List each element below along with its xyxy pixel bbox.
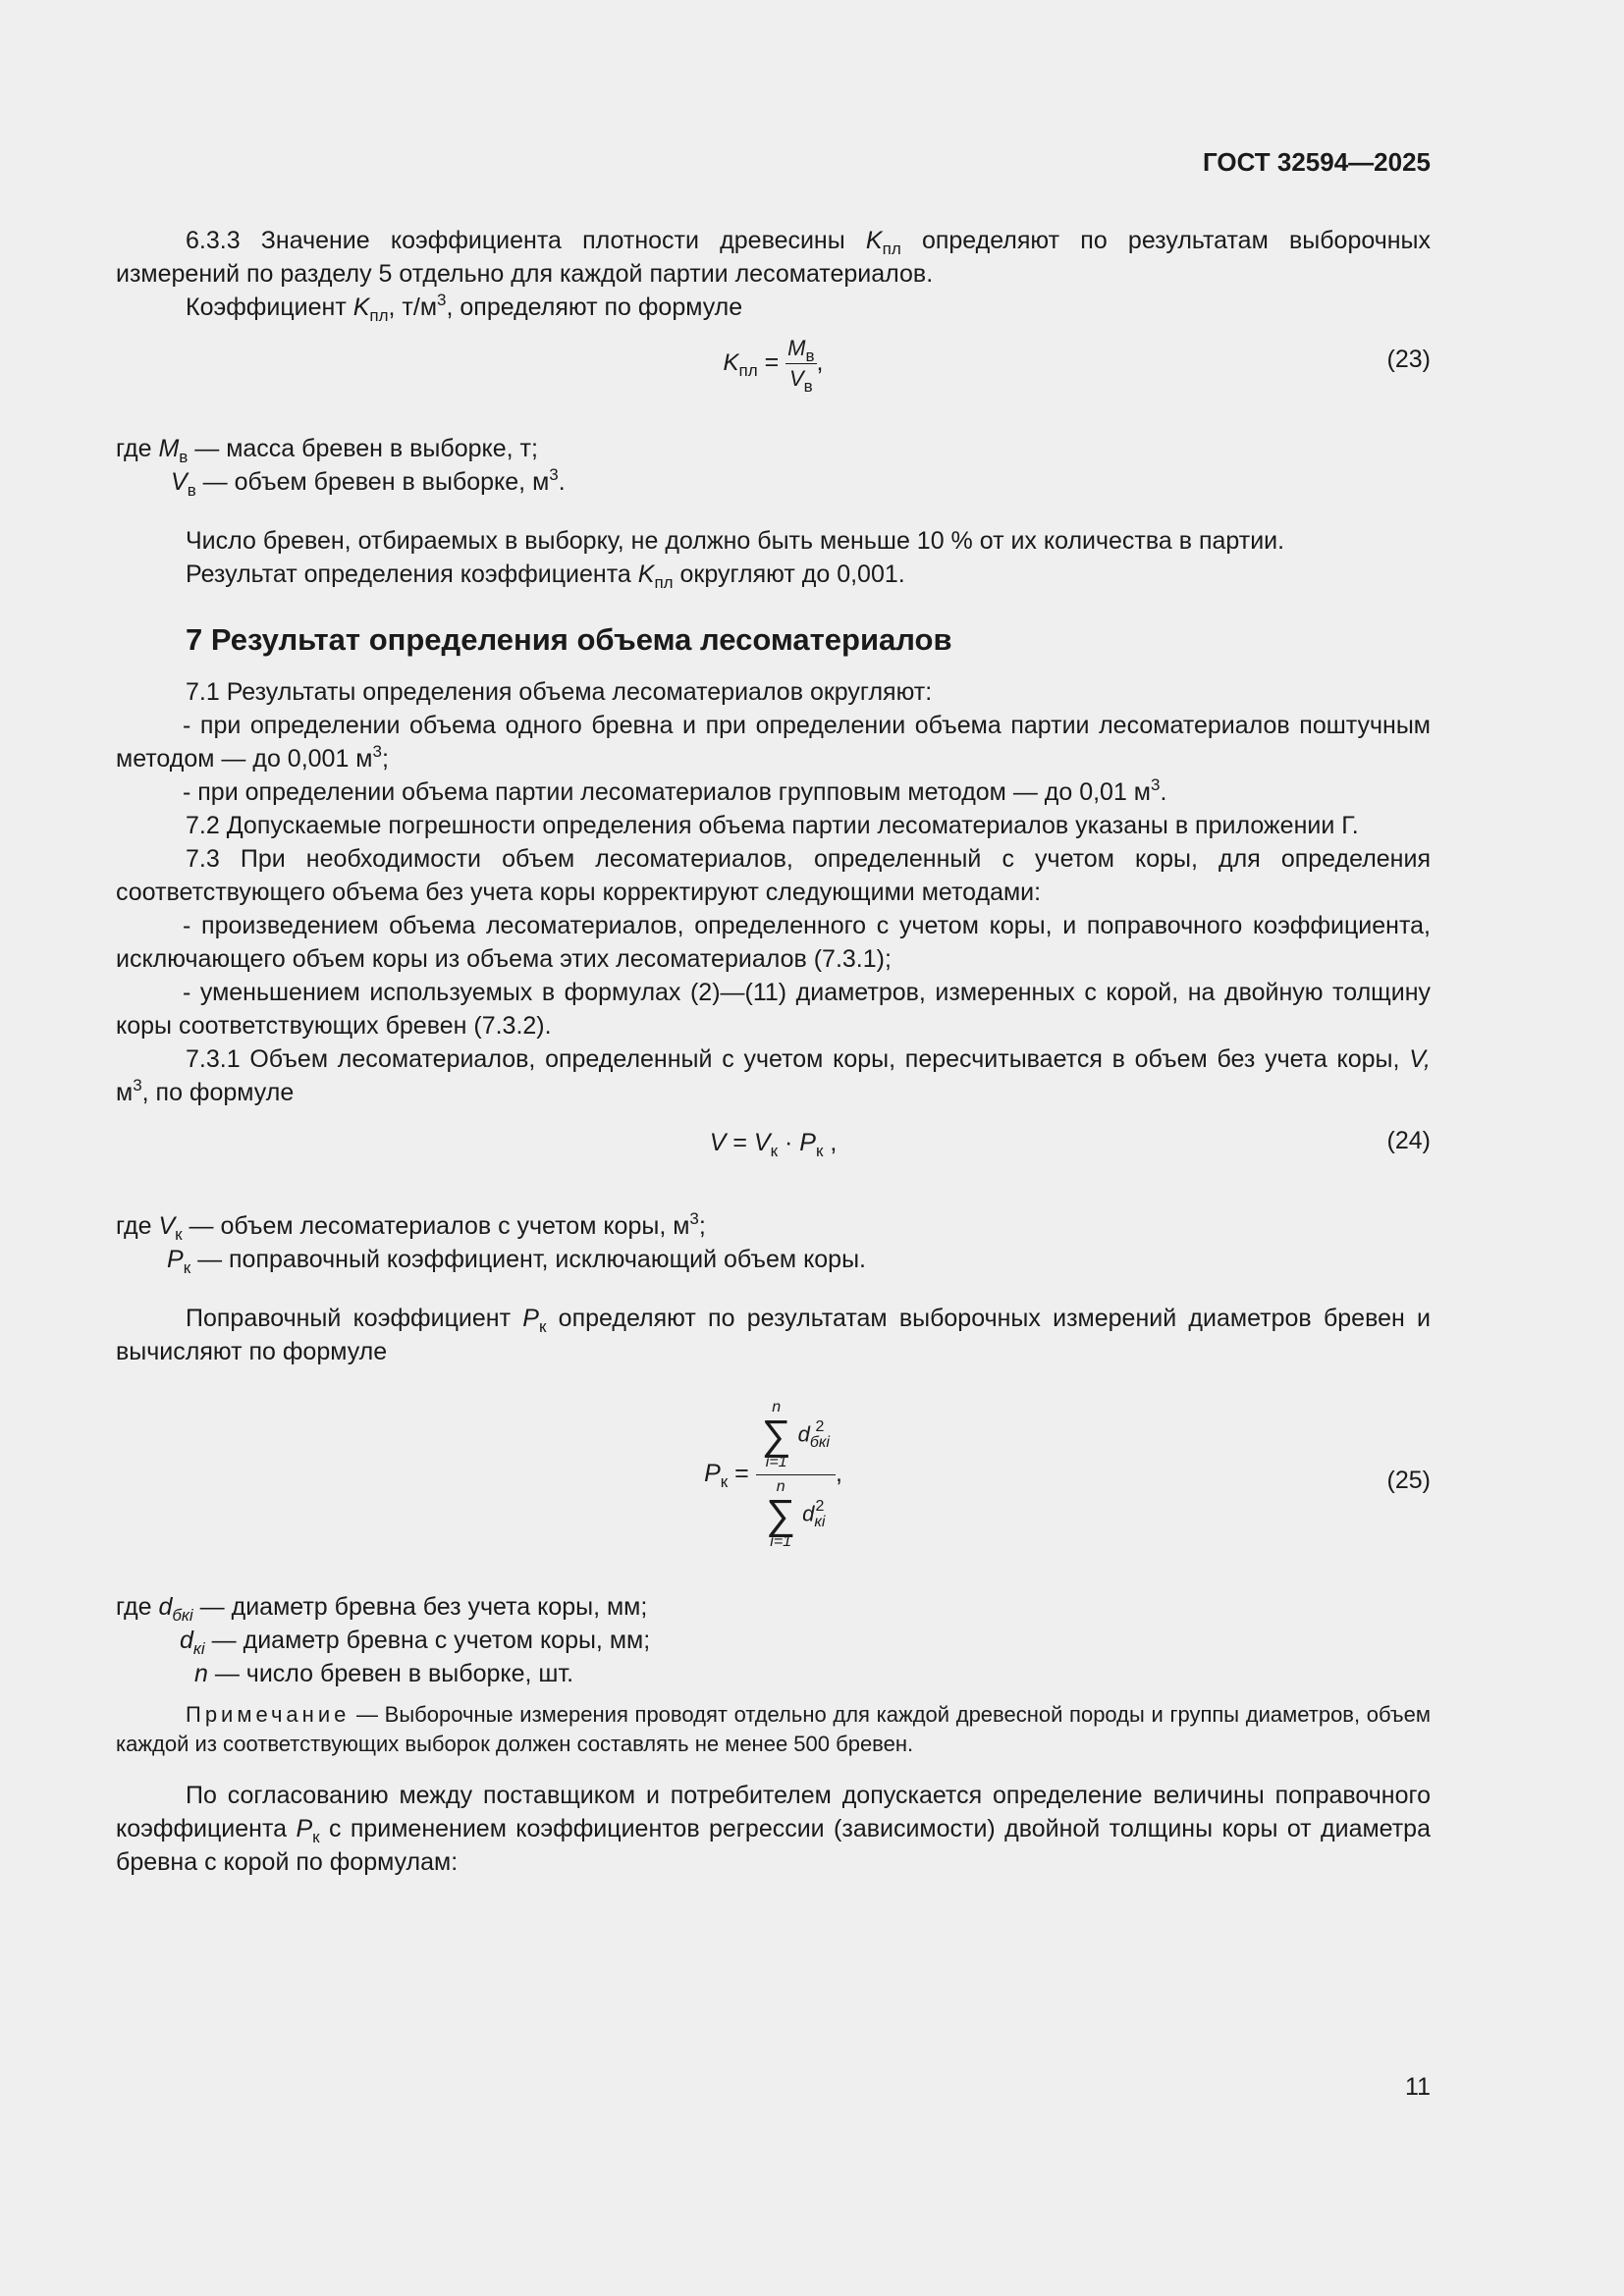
- paragraph-7-2: 7.2 Допускаемые погрешности определения объема партии лесоматериалов указаны в приложении Г.: [186, 812, 1359, 839]
- paragraph-7-3-1: 7.3.1 Объем лесоматериалов, определенный с учетом коры, пересчитывается в объем без учета коры, V, $м^3$, по формуле: [116, 1045, 1431, 1106]
- document-body: [116, 224, 1431, 1879]
- summation-bottom: n ∑ i=1: [766, 1478, 796, 1550]
- sum-fraction: n ∑ i=1 d 2 бкi n ∑ i=1 d 2 кi: [756, 1400, 836, 1550]
- note: Примечание — Выборочные измерения проводят отдельно для каждой древесной породы и группы диаметров, объем каждой из соответствующих выборок должен составлять не менее 500 бревен.: [116, 1702, 1431, 1756]
- paragraph-agreement: По согласованию между поставщиком и потребителем допускается определение величины поправочного коэффициента $P_к$ с применением коэффициентов регрессии (зависимости) двойной толщины коры от диаметра бревна с корой по формулам:: [116, 1782, 1431, 1876]
- where-block-25: где $d_{бкi}$ — диаметр бревна без учета коры, мм; $d_{кi}$ — диаметр бревна с учетом коры, мм; n — число бревен в выборке, шт.: [116, 1593, 651, 1687]
- section-7-heading: 7 Результат определения объема лесоматериалов: [186, 622, 952, 657]
- where-block-24: где $V_к$ — объем лесоматериалов с учетом коры, $м^3$; $P_к$ — поправочный коэффициент, исключающий объем коры.: [116, 1209, 867, 1277]
- paragraph-7-1: 7.1 Результаты определения объема лесоматериалов округляют:: [186, 678, 933, 706]
- paragraph-coefficient-intro: Коэффициент $K_{пл}$, $т/м^3$, определяют по формуле: [186, 291, 743, 325]
- paragraph-rounding: Результат определения коэффициента $K_{пл}$ округляют до 0,001.: [186, 561, 905, 592]
- formula-number: (23): [1386, 346, 1431, 373]
- fraction: $\frac{M_в}{V_в}$: [787, 336, 815, 396]
- formula-number: (25): [1386, 1467, 1431, 1494]
- paragraph-sample-size: Число бревен, отбираемых в выборку, не должно быть меньше 10 % от их количества в партии.: [186, 527, 1285, 555]
- note-label: Примечание: [186, 1702, 351, 1727]
- page-number: 11: [1405, 2073, 1431, 2101]
- summation-top: n ∑ i=1: [761, 1399, 791, 1470]
- formula-23: $K_{пл}$ = $\frac{M_в}{V_в}$ , (23): [723, 336, 1431, 396]
- formula-24: $V = V_к \cdot P_к$ , (24): [709, 1127, 1431, 1160]
- formula-25: $P_к$ = n ∑ i=1 d 2 бкi n ∑ i=1 d 2 кi , (25): [704, 1399, 1431, 1550]
- document-code: ГОСТ 32594—2025: [1203, 147, 1431, 177]
- list-item-piecewise: - при определении объема одного бревна и при определении объема партии лесоматериалов поштучным методом — до 0,001 $м^3$;: [116, 712, 1431, 773]
- paragraph-7-3: 7.3 При необходимости объем лесоматериалов, определенный с учетом коры, для определения соответствующего объема без учета коры корректируют следующими методами:: [116, 845, 1431, 906]
- paragraph-6-3-3: 6.3.3 Значение коэффициента плотности древесины $K_{пл}$ определяют по результатам выборочных измерений по разделу 5 отдельно для каждой партии лесоматериалов.: [116, 227, 1431, 288]
- paragraph-correction-coefficient: Поправочный коэффициент $P_к$ определяют по результатам выборочных измерений диаметров бревен и вычисляют по формуле: [116, 1305, 1431, 1365]
- list-item-group: - при определении объема партии лесоматериалов групповым методом — до 0,01 $м^3$.: [183, 775, 1167, 806]
- list-item-diameter-method: - уменьшением используемых в формулах (2)—(11) диаметров, измеренных с корой, на двойную толщину коры соответствующих бревен (7.3.2).: [116, 979, 1431, 1040]
- list-item-coefficient-method: - произведением объема лесоматериалов, определенного с учетом коры, и поправочного коэффициента, исключающего объем коры из объема этих лесоматериалов (7.3.1);: [116, 912, 1431, 973]
- where-block-23: где $M_в$ — масса бревен в выборке, т; $V_в$ — объем бревен в выборке, $м^3$.: [116, 435, 566, 500]
- formula-number: (24): [1386, 1127, 1431, 1154]
